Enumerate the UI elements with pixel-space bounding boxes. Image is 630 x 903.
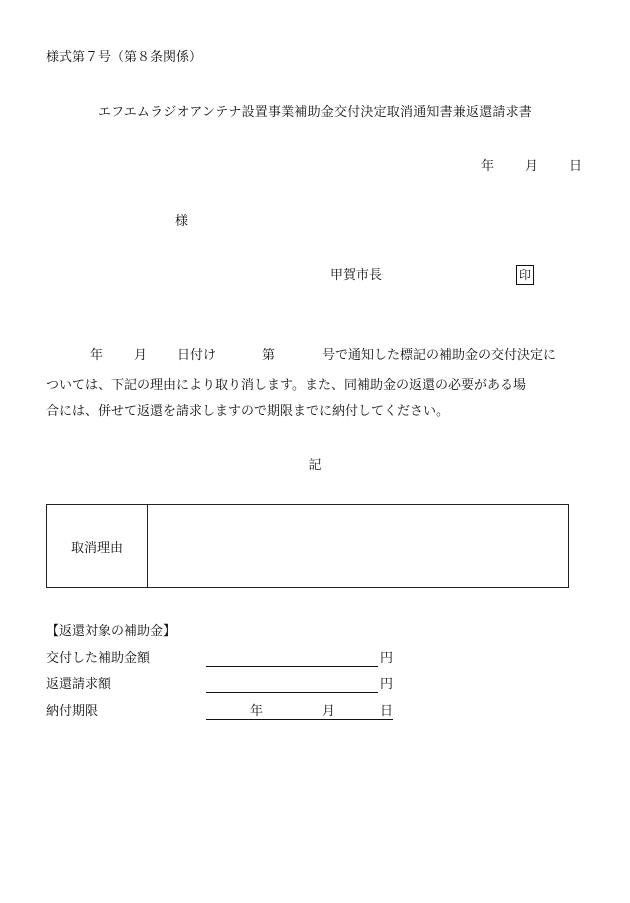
reason-field[interactable] <box>148 505 568 587</box>
deadline-year: 年 <box>250 704 264 719</box>
deadline-month: 月 <box>322 704 336 719</box>
seal-mark: 印 <box>516 265 534 285</box>
reason-table <box>46 504 569 588</box>
document-title: エフエムラジオアンテナ設置事業補助金交付決定取消通知書兼返還請求書 <box>97 105 533 120</box>
refund-amount-label: 返還請求額 <box>46 677 112 692</box>
body-line-1-rest: 号で通知した標記の補助金の交付決定に <box>322 348 557 363</box>
body-day-suffix: 日付け <box>177 348 217 363</box>
body-month: 月 <box>134 348 148 363</box>
deadline-day: 日 <box>380 704 394 719</box>
granted-amount-yen: 円 <box>380 651 394 666</box>
form-number: 様式第７号（第８条関係） <box>46 50 203 65</box>
granted-amount-field[interactable] <box>206 650 378 667</box>
date-day: 日 <box>569 159 583 174</box>
ki-heading: 記 <box>308 458 322 473</box>
addressee: 様 <box>175 214 189 229</box>
refund-amount-field[interactable] <box>206 676 378 693</box>
deadline-label: 納付期限 <box>46 704 99 719</box>
deadline-field[interactable] <box>206 703 393 720</box>
body-line-3: 合には、併せて返還を請求しますので期限までに納付してください。 <box>46 404 450 419</box>
granted-amount-label: 交付した補助金額 <box>46 651 151 666</box>
body-dai: 第 <box>262 348 276 363</box>
body-line-2: ついては、下記の理由により取り消します。また、同補助金の返還の必要がある場 <box>46 378 526 393</box>
reason-label: 取消理由 <box>47 505 148 587</box>
refund-amount-yen: 円 <box>380 677 394 692</box>
body-year: 年 <box>90 348 104 363</box>
date-year: 年 <box>481 159 495 174</box>
issuer-name: 甲賀市長 <box>330 268 383 283</box>
date-month: 月 <box>525 159 539 174</box>
refund-section-heading: 【返還対象の補助金】 <box>46 624 177 639</box>
